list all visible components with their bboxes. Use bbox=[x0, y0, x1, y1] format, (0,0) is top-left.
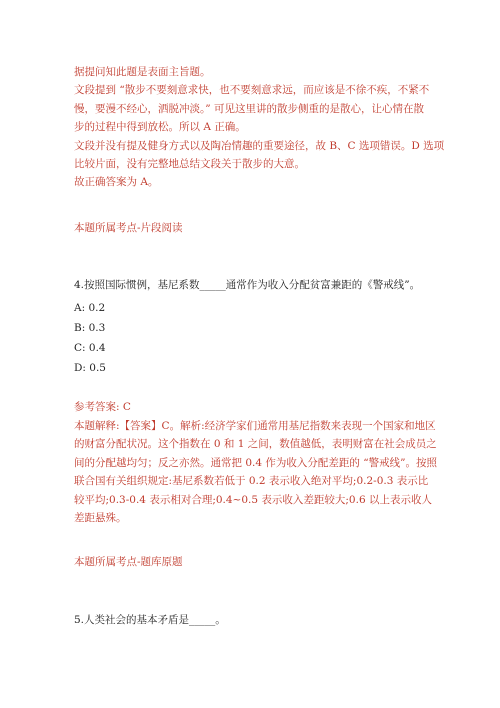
category-label: 本题所属考点-题库原题 bbox=[74, 556, 183, 568]
question-stem: 5.人类社会的基本矛盾是_____。 bbox=[74, 614, 226, 626]
analysis-line: 步的过程中得到放松。所以 A 正确。 bbox=[74, 121, 246, 134]
analysis-line: 联合国有关组织规定:基尼系数若低于 0.2 表示收入绝对平均;0.2-0.3 表示比 bbox=[74, 475, 429, 488]
option-b: B: 0.3 bbox=[74, 322, 106, 334]
analysis-line: 慢，要漫不经心，洒脱冲淡。” 可见这里讲的散步侧重的是散心，让心情在散 bbox=[74, 102, 424, 115]
analysis-line: 差距悬殊。 bbox=[74, 512, 127, 525]
analysis-line: 比较片面，没有完整地总结文段关于散步的大意。 bbox=[74, 158, 305, 171]
question-4-category bbox=[74, 553, 430, 571]
option-c: C: 0.4 bbox=[74, 342, 106, 354]
previous-question-category bbox=[74, 219, 430, 237]
analysis-line: 本题解释:【答案】C。解析:经济学家们通常用基尼指数来表现一个国家和地区 bbox=[74, 420, 436, 432]
option-d: D: 0.5 bbox=[74, 362, 106, 374]
analysis-line: 据提问知此题是表面主旨题。 bbox=[74, 66, 211, 78]
option-a: A: 0.2 bbox=[74, 302, 106, 314]
question-4-answer bbox=[74, 398, 430, 416]
category-label: 本题所属考点-片段阅读 bbox=[74, 222, 183, 234]
question-4-options bbox=[74, 298, 430, 378]
analysis-line: 的财富分配状况。这个指数在 0 和 1 之间，数值越低，表明财富在社会成员之 bbox=[74, 438, 437, 451]
analysis-line: 文段并没有提及健身方式以及陶冶情趣的重要途径，故 B、C 选项错误。D 选项 bbox=[74, 139, 445, 152]
question-5-stem bbox=[74, 611, 430, 630]
question-4-stem bbox=[74, 276, 430, 295]
analysis-line: 文段提到 “散步不要刻意求快，也不要刻意求远，而应该是不徐不疾，不紧不 bbox=[74, 84, 430, 97]
question-4-analysis bbox=[74, 417, 437, 527]
question-stem: 4.按照国际惯例，基尼系数_____通常作为收入分配贫富兼距的《警戒线”。 bbox=[74, 279, 421, 291]
previous-answer-analysis bbox=[74, 63, 445, 192]
analysis-line: 故正确答案为 A。 bbox=[74, 176, 159, 189]
answer-text: 参考答案: C bbox=[74, 401, 131, 413]
analysis-line: 较平均;0.3-0.4 表示相对合理;0.4~0.5 表示收入差距较大;0.6 以上表示收人 bbox=[74, 493, 432, 506]
analysis-line: 间的分配越均匀；反之亦然。通常把 0.4 作为收入分配差距的 “警戒线”。按照 bbox=[74, 456, 437, 469]
